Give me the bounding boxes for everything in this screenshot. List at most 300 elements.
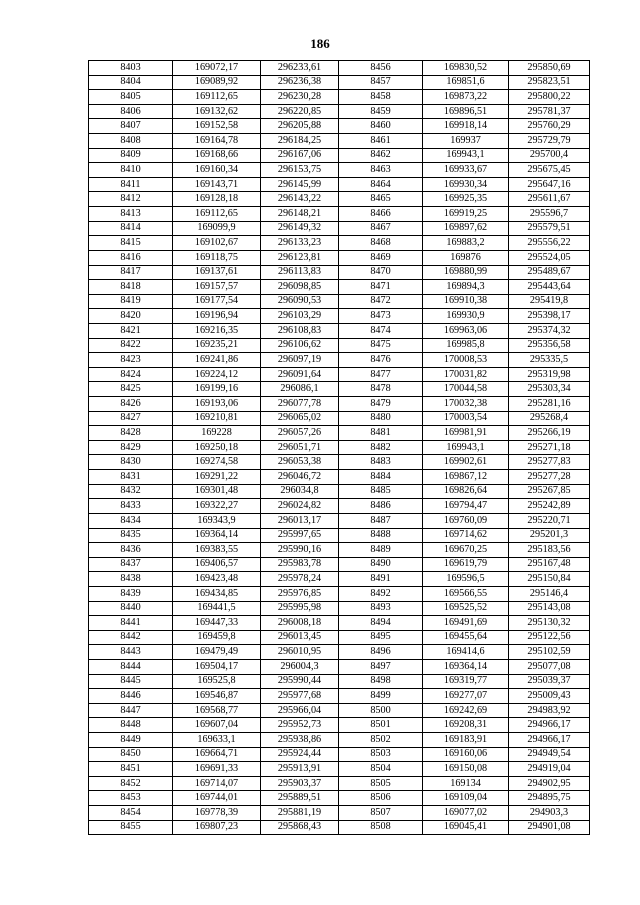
table-row: [89, 236, 590, 251]
table-cell-y-right: 295800,22: [509, 90, 590, 105]
table-cell-point-right: 8473: [339, 309, 423, 324]
table-cell-point-left: 8446: [89, 689, 173, 704]
table-cell-y-right: 295611,67: [509, 192, 590, 207]
table-cell-x-right: 170008,53: [423, 353, 509, 368]
table-cell-point-left: 8423: [89, 353, 173, 368]
table-cell-y-left: 296053,38: [261, 455, 339, 470]
table-cell-y-right: 295167,48: [509, 557, 590, 572]
table-cell-point-left: 8437: [89, 557, 173, 572]
table-cell-x-right: 169760,09: [423, 513, 509, 528]
table-row: [89, 90, 590, 105]
table-cell-x-right: 169045,41: [423, 820, 509, 835]
table-cell-point-left: 8434: [89, 513, 173, 528]
table-cell-y-left: 296230,28: [261, 90, 339, 105]
table-cell-point-left: 8429: [89, 440, 173, 455]
table-cell-y-left: 296184,25: [261, 134, 339, 149]
table-cell-x-left: 169691,33: [173, 762, 261, 777]
table-cell-point-left: 8421: [89, 323, 173, 338]
table-cell-x-right: 169883,2: [423, 236, 509, 251]
table-cell-point-left: 8452: [89, 776, 173, 791]
table-cell-x-left: 169089,92: [173, 75, 261, 90]
table-cell-x-right: 169930,34: [423, 177, 509, 192]
table-cell-y-left: 296108,83: [261, 323, 339, 338]
table-cell-x-right: 169714,62: [423, 528, 509, 543]
table-row: [89, 484, 590, 499]
table-cell-point-left: 8448: [89, 718, 173, 733]
table-cell-x-right: 169897,62: [423, 221, 509, 236]
table-cell-x-left: 169196,94: [173, 309, 261, 324]
table-cell-x-right: 169918,14: [423, 119, 509, 134]
table-row: [89, 630, 590, 645]
table-cell-point-left: 8422: [89, 338, 173, 353]
table-cell-y-left: 296024,82: [261, 499, 339, 514]
table-cell-x-right: 169160,06: [423, 747, 509, 762]
table-cell-point-left: 8405: [89, 90, 173, 105]
table-cell-x-right: 169985,8: [423, 338, 509, 353]
table-row: [89, 426, 590, 441]
table-cell-x-right: 169150,08: [423, 762, 509, 777]
table-cell-x-right: 169566,55: [423, 586, 509, 601]
table-cell-point-right: 8505: [339, 776, 423, 791]
table-cell-x-right: 169525,52: [423, 601, 509, 616]
table-cell-point-left: 8416: [89, 250, 173, 265]
table-cell-point-left: 8455: [89, 820, 173, 835]
table-cell-y-left: 295913,91: [261, 762, 339, 777]
table-cell-y-right: 295220,71: [509, 513, 590, 528]
table-cell-point-right: 8488: [339, 528, 423, 543]
table-cell-point-right: 8486: [339, 499, 423, 514]
table-cell-x-right: 169491,69: [423, 616, 509, 631]
table-cell-x-left: 169177,54: [173, 294, 261, 309]
table-row: [89, 470, 590, 485]
table-cell-y-right: 295271,18: [509, 440, 590, 455]
table-cell-y-right: 294966,17: [509, 718, 590, 733]
table-cell-x-left: 169423,48: [173, 572, 261, 587]
table-cell-x-left: 169807,23: [173, 820, 261, 835]
table-row: [89, 674, 590, 689]
table-cell-point-right: 8502: [339, 733, 423, 748]
table-cell-x-left: 169778,39: [173, 806, 261, 821]
table-cell-y-left: 296153,75: [261, 163, 339, 178]
table-cell-x-right: 169981,91: [423, 426, 509, 441]
table-cell-x-right: 170003,54: [423, 411, 509, 426]
table-cell-y-right: 295374,32: [509, 323, 590, 338]
table-cell-point-right: 8472: [339, 294, 423, 309]
table-cell-point-left: 8438: [89, 572, 173, 587]
table-cell-x-right: 169826,64: [423, 484, 509, 499]
table-cell-y-right: 294902,95: [509, 776, 590, 791]
table-row: [89, 75, 590, 90]
table-cell-point-right: 8469: [339, 250, 423, 265]
table-cell-x-right: 169596,5: [423, 572, 509, 587]
table-cell-point-right: 8475: [339, 338, 423, 353]
table-cell-point-left: 8451: [89, 762, 173, 777]
table-cell-point-left: 8441: [89, 616, 173, 631]
table-cell-point-left: 8449: [89, 733, 173, 748]
table-cell-x-right: 169077,02: [423, 806, 509, 821]
table-row: [89, 250, 590, 265]
table-cell-y-left: 296236,38: [261, 75, 339, 90]
table-cell-x-right: 169619,79: [423, 557, 509, 572]
table-cell-point-left: 8447: [89, 703, 173, 718]
table-row: [89, 703, 590, 718]
table-cell-y-left: 296106,62: [261, 338, 339, 353]
table-cell-x-left: 169160,34: [173, 163, 261, 178]
table-cell-y-left: 296123,81: [261, 250, 339, 265]
table-cell-x-left: 169406,57: [173, 557, 261, 572]
table-cell-point-left: 8417: [89, 265, 173, 280]
table-cell-y-right: 295102,59: [509, 645, 590, 660]
table-cell-y-left: 296057,26: [261, 426, 339, 441]
table-cell-y-right: 295201,3: [509, 528, 590, 543]
table-cell-y-right: 295579,51: [509, 221, 590, 236]
table-cell-point-right: 8498: [339, 674, 423, 689]
table-cell-x-left: 169137,61: [173, 265, 261, 280]
table-cell-x-left: 169441,5: [173, 601, 261, 616]
table-row: [89, 733, 590, 748]
table-cell-x-right: 170044,58: [423, 382, 509, 397]
table-cell-x-left: 169504,17: [173, 659, 261, 674]
table-cell-y-left: 295881,19: [261, 806, 339, 821]
table-cell-y-left: 295868,43: [261, 820, 339, 835]
table-cell-point-right: 8504: [339, 762, 423, 777]
table-cell-y-right: 295356,58: [509, 338, 590, 353]
table-cell-x-right: 170032,38: [423, 397, 509, 412]
table-cell-point-left: 8444: [89, 659, 173, 674]
table-cell-x-right: 169364,14: [423, 659, 509, 674]
table-cell-point-left: 8436: [89, 543, 173, 558]
table-cell-x-left: 169714,07: [173, 776, 261, 791]
table-cell-y-left: 295966,04: [261, 703, 339, 718]
table-cell-y-left: 296143,22: [261, 192, 339, 207]
table-cell-point-left: 8450: [89, 747, 173, 762]
table-cell-x-right: 169414,6: [423, 645, 509, 660]
table-cell-y-left: 296113,83: [261, 265, 339, 280]
table-cell-x-right: 169242,69: [423, 703, 509, 718]
table-row: [89, 659, 590, 674]
table-cell-point-right: 8470: [339, 265, 423, 280]
table-cell-y-right: 295675,45: [509, 163, 590, 178]
table-cell-point-right: 8497: [339, 659, 423, 674]
table-cell-y-left: 295976,85: [261, 586, 339, 601]
table-cell-point-left: 8439: [89, 586, 173, 601]
table-cell-x-right: 169919,25: [423, 207, 509, 222]
table-cell-point-right: 8456: [339, 61, 423, 76]
table-row: [89, 820, 590, 835]
table-cell-y-left: 295990,16: [261, 543, 339, 558]
table-cell-y-right: 295647,16: [509, 177, 590, 192]
table-cell-point-right: 8480: [339, 411, 423, 426]
table-cell-x-right: 169670,25: [423, 543, 509, 558]
table-cell-y-right: 295443,64: [509, 280, 590, 295]
table-cell-point-right: 8501: [339, 718, 423, 733]
table-cell-y-left: 296004,3: [261, 659, 339, 674]
table-cell-point-left: 8410: [89, 163, 173, 178]
table-cell-x-right: 169943,1: [423, 148, 509, 163]
table-cell-point-right: 8460: [339, 119, 423, 134]
table-cell-y-left: 296149,32: [261, 221, 339, 236]
table-cell-x-right: 169933,67: [423, 163, 509, 178]
table-row: [89, 586, 590, 601]
table-cell-y-left: 296010,95: [261, 645, 339, 660]
table-cell-x-right: 169134: [423, 776, 509, 791]
table-cell-point-right: 8491: [339, 572, 423, 587]
table-cell-x-left: 169118,75: [173, 250, 261, 265]
table-cell-y-right: 295729,79: [509, 134, 590, 149]
table-row: [89, 397, 590, 412]
table-cell-x-right: 169851,6: [423, 75, 509, 90]
table-cell-y-right: 295266,19: [509, 426, 590, 441]
table-cell-point-right: 8508: [339, 820, 423, 835]
table-cell-point-right: 8490: [339, 557, 423, 572]
table-cell-x-right: 169277,07: [423, 689, 509, 704]
table-cell-y-left: 295983,78: [261, 557, 339, 572]
table-cell-point-right: 8471: [339, 280, 423, 295]
table-cell-point-right: 8468: [339, 236, 423, 251]
table-cell-y-left: 296148,21: [261, 207, 339, 222]
table-cell-x-right: 169867,12: [423, 470, 509, 485]
table-cell-y-left: 296051,71: [261, 440, 339, 455]
table-row: [89, 382, 590, 397]
table-cell-x-left: 169152,58: [173, 119, 261, 134]
table-cell-y-right: 295335,5: [509, 353, 590, 368]
table-cell-point-left: 8403: [89, 61, 173, 76]
table-cell-x-left: 169250,18: [173, 440, 261, 455]
table-cell-point-right: 8489: [339, 543, 423, 558]
table-cell-x-right: 170031,82: [423, 367, 509, 382]
table-cell-y-right: 295524,05: [509, 250, 590, 265]
table-cell-x-left: 169224,12: [173, 367, 261, 382]
table-cell-x-left: 169228: [173, 426, 261, 441]
table-cell-y-right: 295419,8: [509, 294, 590, 309]
table-row: [89, 513, 590, 528]
table-cell-point-left: 8414: [89, 221, 173, 236]
table-row: [89, 806, 590, 821]
table-row: [89, 689, 590, 704]
table-cell-y-right: 294903,3: [509, 806, 590, 821]
table-row: [89, 338, 590, 353]
table-cell-y-right: 295277,83: [509, 455, 590, 470]
table-cell-y-right: 295146,4: [509, 586, 590, 601]
table-cell-point-left: 8411: [89, 177, 173, 192]
table-cell-x-right: 169183,91: [423, 733, 509, 748]
table-cell-x-left: 169633,1: [173, 733, 261, 748]
table-cell-y-left: 296034,8: [261, 484, 339, 499]
table-cell-point-right: 8465: [339, 192, 423, 207]
table-cell-y-left: 295938,86: [261, 733, 339, 748]
table-cell-point-left: 8425: [89, 382, 173, 397]
table-cell-y-left: 296013,45: [261, 630, 339, 645]
table-row: [89, 104, 590, 119]
table-cell-y-right: 295319,98: [509, 367, 590, 382]
table-cell-point-right: 8467: [339, 221, 423, 236]
table-cell-y-right: 295556,22: [509, 236, 590, 251]
table-cell-point-right: 8484: [339, 470, 423, 485]
table-cell-y-left: 296233,61: [261, 61, 339, 76]
table-cell-point-right: 8459: [339, 104, 423, 119]
table-row: [89, 61, 590, 76]
table-cell-point-right: 8494: [339, 616, 423, 631]
table-cell-x-left: 169241,86: [173, 353, 261, 368]
table-row: [89, 294, 590, 309]
table-row: [89, 119, 590, 134]
table-cell-point-right: 8463: [339, 163, 423, 178]
table-cell-x-right: 169109,04: [423, 791, 509, 806]
table-row: [89, 791, 590, 806]
table-cell-y-left: 295977,68: [261, 689, 339, 704]
table-cell-y-left: 296077,78: [261, 397, 339, 412]
table-row: [89, 353, 590, 368]
table-cell-point-left: 8454: [89, 806, 173, 821]
table-cell-point-right: 8485: [339, 484, 423, 499]
table-cell-y-right: 295009,43: [509, 689, 590, 704]
table-cell-x-left: 169568,77: [173, 703, 261, 718]
table-cell-x-right: 169943,1: [423, 440, 509, 455]
table-cell-y-right: 295150,84: [509, 572, 590, 587]
coordinates-table: [88, 60, 590, 835]
table-cell-point-right: 8479: [339, 397, 423, 412]
table-cell-point-left: 8404: [89, 75, 173, 90]
table-cell-point-left: 8424: [89, 367, 173, 382]
table-cell-x-right: 169455,64: [423, 630, 509, 645]
table-cell-x-left: 169102,67: [173, 236, 261, 251]
table-row: [89, 601, 590, 616]
table-row: [89, 411, 590, 426]
table-cell-point-right: 8474: [339, 323, 423, 338]
table-cell-y-right: 294901,08: [509, 820, 590, 835]
table-cell-x-right: 169880,99: [423, 265, 509, 280]
table-cell-x-left: 169193,06: [173, 397, 261, 412]
table-cell-y-right: 295143,08: [509, 601, 590, 616]
table-row: [89, 134, 590, 149]
table-cell-point-right: 8482: [339, 440, 423, 455]
table-cell-y-right: 295242,89: [509, 499, 590, 514]
table-cell-point-left: 8408: [89, 134, 173, 149]
table-cell-x-left: 169112,65: [173, 207, 261, 222]
table-row: [89, 557, 590, 572]
table-cell-x-left: 169235,21: [173, 338, 261, 353]
table-cell-x-right: 169910,38: [423, 294, 509, 309]
table-cell-point-right: 8477: [339, 367, 423, 382]
table-row: [89, 645, 590, 660]
table-cell-x-left: 169434,85: [173, 586, 261, 601]
table-cell-point-right: 8500: [339, 703, 423, 718]
table-cell-x-left: 169744,01: [173, 791, 261, 806]
table-row: [89, 572, 590, 587]
table-cell-x-right: 169876: [423, 250, 509, 265]
table-cell-point-left: 8409: [89, 148, 173, 163]
table-cell-y-right: 295303,34: [509, 382, 590, 397]
table-row: [89, 528, 590, 543]
table-cell-x-left: 169364,14: [173, 528, 261, 543]
table-cell-y-left: 296097,19: [261, 353, 339, 368]
table-cell-point-left: 8431: [89, 470, 173, 485]
table-cell-x-left: 169607,04: [173, 718, 261, 733]
table-cell-y-left: 296220,85: [261, 104, 339, 119]
table-cell-point-right: 8499: [339, 689, 423, 704]
table-cell-y-left: 296167,06: [261, 148, 339, 163]
table-cell-point-right: 8506: [339, 791, 423, 806]
table-cell-point-right: 8483: [339, 455, 423, 470]
table-cell-point-right: 8495: [339, 630, 423, 645]
table-cell-y-right: 295039,37: [509, 674, 590, 689]
table-cell-y-right: 295277,28: [509, 470, 590, 485]
table-cell-y-left: 295952,73: [261, 718, 339, 733]
table-cell-y-left: 296065,02: [261, 411, 339, 426]
table-cell-y-right: 295700,4: [509, 148, 590, 163]
table-cell-y-left: 295997,65: [261, 528, 339, 543]
table-cell-x-left: 169479,49: [173, 645, 261, 660]
table-cell-point-left: 8420: [89, 309, 173, 324]
table-row: [89, 455, 590, 470]
table-cell-point-left: 8426: [89, 397, 173, 412]
table-cell-x-right: 169894,3: [423, 280, 509, 295]
table-cell-x-left: 169199,16: [173, 382, 261, 397]
table-cell-x-left: 169157,57: [173, 280, 261, 295]
table-cell-x-left: 169164,78: [173, 134, 261, 149]
table-cell-y-left: 296090,53: [261, 294, 339, 309]
table-cell-y-left: 295978,24: [261, 572, 339, 587]
table-row: [89, 207, 590, 222]
table-cell-point-right: 8466: [339, 207, 423, 222]
table-cell-y-left: 295903,37: [261, 776, 339, 791]
table-cell-point-left: 8419: [89, 294, 173, 309]
table-cell-point-left: 8433: [89, 499, 173, 514]
table-cell-x-right: 169930,9: [423, 309, 509, 324]
table-row: [89, 163, 590, 178]
table-cell-y-right: 294919,04: [509, 762, 590, 777]
table-cell-y-right: 295281,16: [509, 397, 590, 412]
table-cell-x-right: 169937: [423, 134, 509, 149]
table-cell-point-right: 8462: [339, 148, 423, 163]
table-cell-point-left: 8427: [89, 411, 173, 426]
table-cell-y-right: 294966,17: [509, 733, 590, 748]
table-cell-point-right: 8487: [339, 513, 423, 528]
table-cell-point-left: 8418: [89, 280, 173, 295]
table-cell-point-right: 8496: [339, 645, 423, 660]
table-cell-y-right: 295781,37: [509, 104, 590, 119]
table-cell-point-left: 8432: [89, 484, 173, 499]
table-cell-y-right: 295850,69: [509, 61, 590, 76]
table-cell-y-right: 295268,4: [509, 411, 590, 426]
table-row: [89, 177, 590, 192]
table-cell-point-left: 8430: [89, 455, 173, 470]
table-row: [89, 718, 590, 733]
table-cell-x-right: 169319,77: [423, 674, 509, 689]
table-cell-point-left: 8413: [89, 207, 173, 222]
coordinates-table-body: [89, 61, 590, 835]
table-cell-y-right: 295130,32: [509, 616, 590, 631]
table-row: [89, 440, 590, 455]
table-cell-x-left: 169210,81: [173, 411, 261, 426]
table-cell-x-left: 169072,17: [173, 61, 261, 76]
table-row: [89, 148, 590, 163]
table-cell-y-left: 296205,88: [261, 119, 339, 134]
table-cell-x-left: 169128,18: [173, 192, 261, 207]
table-cell-y-right: 295398,17: [509, 309, 590, 324]
table-cell-y-left: 296086,1: [261, 382, 339, 397]
table-cell-x-right: 169208,31: [423, 718, 509, 733]
table-cell-x-left: 169143,71: [173, 177, 261, 192]
table-cell-point-right: 8458: [339, 90, 423, 105]
table-cell-y-right: 295267,85: [509, 484, 590, 499]
table-row: [89, 367, 590, 382]
table-cell-y-left: 295990,44: [261, 674, 339, 689]
table-cell-y-left: 296046,72: [261, 470, 339, 485]
table-cell-y-left: 296008,18: [261, 616, 339, 631]
table-cell-y-right: 294895,75: [509, 791, 590, 806]
table-cell-point-right: 8503: [339, 747, 423, 762]
